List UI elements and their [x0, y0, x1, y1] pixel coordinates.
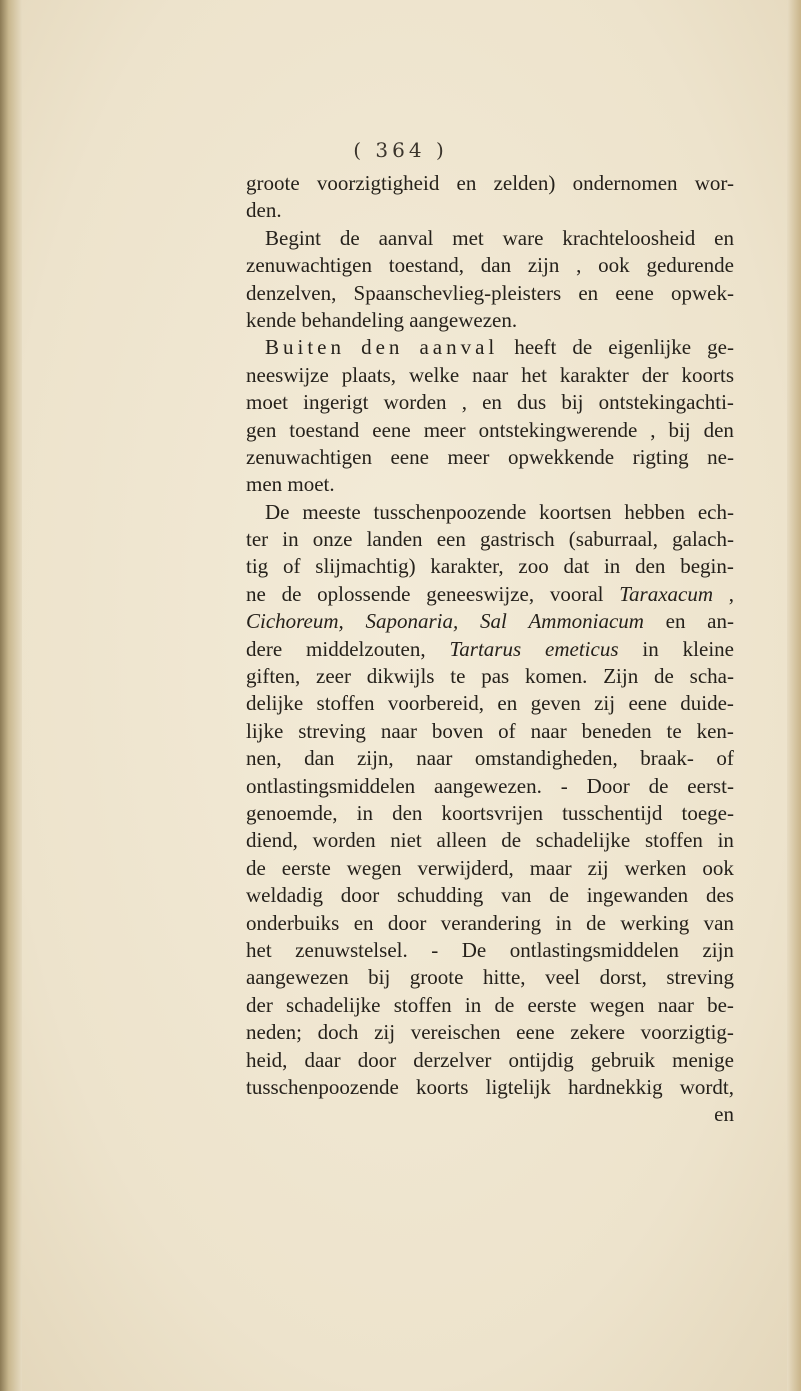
text-line: Cichoreum, Saponaria, Sal Ammoniacum en an-	[246, 609, 734, 634]
text-line: neeswijze plaats, welke naar het karakter der koorts	[246, 362, 734, 387]
text-line: zenuwachtigen toestand, dan zijn , ook gedurende	[246, 253, 734, 278]
text-line: Begint de aanval met ware krachteloosheid en	[265, 225, 734, 250]
text-line: men moet.	[246, 472, 335, 497]
text-line: tig of slijmachtig) karakter, zoo dat in den begin-	[246, 554, 734, 579]
text-line: neden; doch zij vereischen eene zekere voorzigtig-	[246, 1020, 734, 1045]
text-line: tusschenpoozende koorts ligtelijk hardnekkig wordt,	[246, 1074, 734, 1099]
text-line: lijke streving naar boven of naar beneden te ken-	[246, 718, 734, 743]
text-line: ter in onze landen een gastrisch (saburraal, galach-	[246, 527, 734, 552]
text-line: genoemde, in den koortsvrijen tusschentijd toege-	[246, 800, 734, 825]
page-number: ( 364 )	[353, 138, 448, 162]
text-line: heid, daar door derzelver ontijdig gebruik menige	[246, 1047, 734, 1072]
text-line: de eerste wegen verwijderd, maar zij werken ook	[246, 855, 734, 880]
page-outer-edge	[787, 0, 801, 1391]
text-line: delijke stoffen voorbereid, en geven zij eene duide-	[246, 691, 734, 716]
text-line: Buiten den aanval heeft de eigenlijke ge-	[265, 335, 734, 360]
text-line: denzelven, Spaanschevlieg-pleisters en eene opwek-	[246, 280, 734, 305]
text-line: onderbuiks en door verandering in de werking van	[246, 910, 734, 935]
text-line: weldadig door schudding van de ingewanden des	[246, 883, 734, 908]
text-line: ontlastingsmiddelen aangewezen. - Door de eerst-	[246, 773, 734, 798]
text-line: het zenuwstelsel. - De ontlastingsmiddelen zijn	[246, 937, 734, 962]
text-line: der schadelijke stoffen in de eerste wegen naar be-	[246, 992, 734, 1017]
text-line: moet ingerigt worden , en dus bij ontstekingachti-	[246, 390, 734, 415]
text-line: aangewezen bij groote hitte, veel dorst, streving	[246, 965, 734, 990]
text-line: nen, dan zijn, naar omstandigheden, braak- of	[246, 746, 734, 771]
catchword: en	[714, 1102, 734, 1127]
text-line: De meeste tusschenpoozende koortsen hebben ech-	[265, 499, 734, 524]
text-line: ne de oplossende geneeswijze, vooral Taraxacum ,	[246, 581, 734, 606]
text-line: kende behandeling aangewezen.	[246, 307, 518, 332]
text-line: dere middelzouten, Tartarus emeticus in kleine	[246, 636, 734, 661]
text-line: gen toestand eene meer ontstekingwerende , bij den	[246, 417, 734, 442]
page-binding-edge	[0, 0, 22, 1391]
text-line: diend, worden niet alleen de schadelijke stoffen in	[246, 828, 734, 853]
text-line: zenuwachtigen eene meer opwekkende rigting ne-	[246, 444, 734, 469]
text-line: giften, zeer dikwijls te pas komen. Zijn de scha-	[246, 664, 734, 689]
body-text	[246, 170, 734, 1129]
text-line: den.	[246, 198, 282, 223]
text-line: groote voorzigtigheid en zelden) ondernomen wor-	[246, 171, 734, 195]
